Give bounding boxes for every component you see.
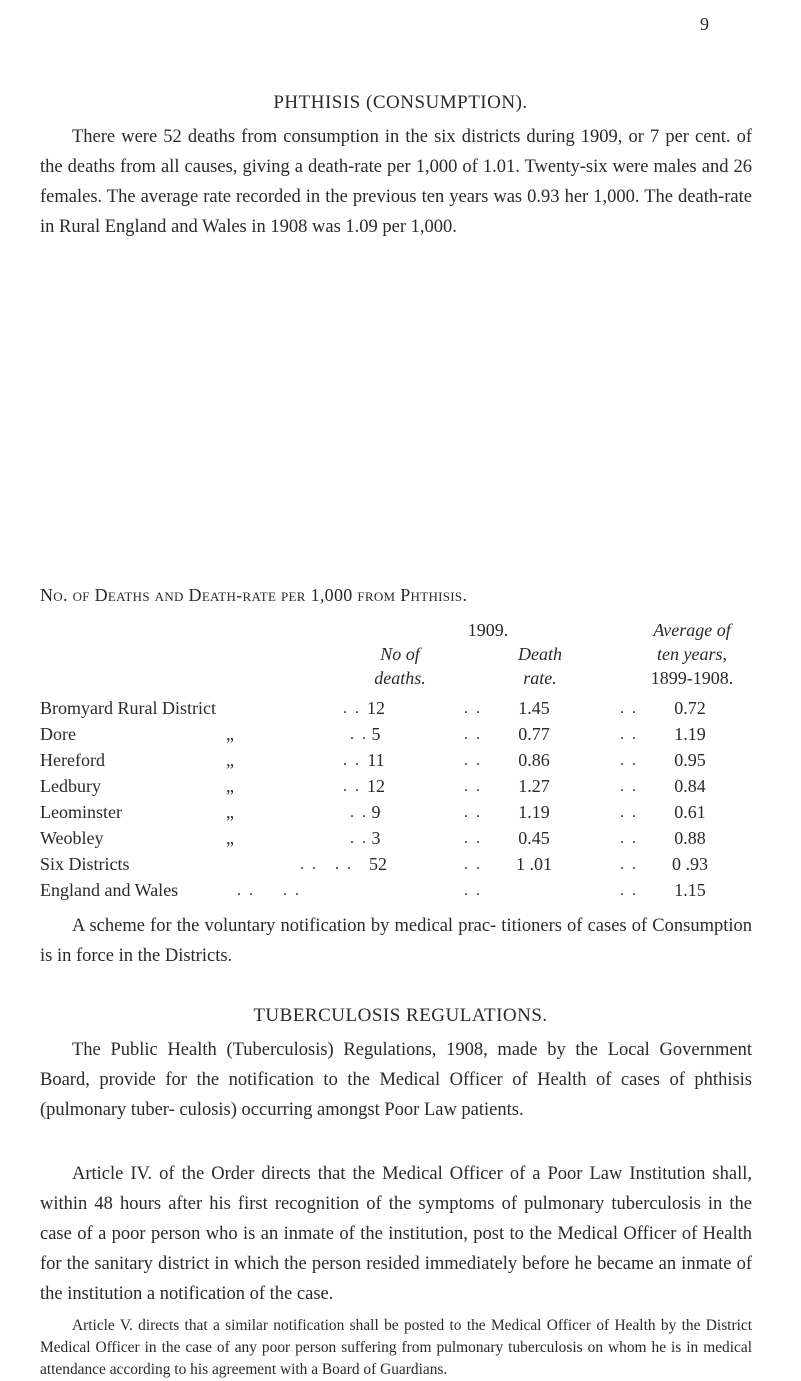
- row-avg: 1.19: [674, 724, 706, 744]
- row-leader: . .: [464, 804, 482, 821]
- row-leader: . .: [620, 830, 638, 847]
- row-leader: . .: [350, 830, 368, 847]
- row-leader: . .: [350, 804, 368, 821]
- row-avg: 0.88: [674, 828, 706, 848]
- row-district: England and Wales: [40, 880, 179, 900]
- row-avg: 1.15: [674, 880, 706, 900]
- row-avg: 0.72: [674, 698, 706, 718]
- row-leader: . .: [464, 700, 482, 717]
- row-leader: . .: [283, 882, 301, 899]
- row-leader: . .: [464, 856, 482, 873]
- row-ditto-mark: „: [226, 724, 234, 744]
- row-leader: . .: [300, 856, 318, 873]
- page-number: 9: [700, 14, 709, 34]
- row-leader: . .: [620, 856, 638, 873]
- row-avg: 0.95: [674, 750, 706, 770]
- row-ditto-mark: „: [226, 828, 234, 848]
- row-leader: . .: [464, 830, 482, 847]
- row-deaths: 11: [367, 750, 385, 770]
- article-iv-paragraph: Article IV. of the Order directs that the Medical Officer of a Poor Law Institution shall, within 48 hours after his first recognition of the symptoms of pulmonary tuberculosis in the case of a poor person who is an inmate of the institution, post to the Medical Officer of Health for the sanitary district in which the person resided immediately before he became an inmate of the institution a notification of the case.: [40, 1164, 752, 1304]
- row-deaths: 3: [371, 828, 381, 848]
- row-ditto-mark: „: [226, 750, 234, 770]
- tuberculosis-heading: TUBERCULOSIS REGULATIONS.: [253, 1005, 548, 1026]
- article-v-paragraph: Article V. directs that a similar notification shall be posted to the Medical Officer of Health by the District Medical Officer in the case of any poor person suffering from pulmonary tuberculosis on whom he is in medical attendance according to his agreement with a Board of Guardians.: [40, 1317, 752, 1378]
- row-leader: . .: [343, 778, 361, 795]
- row-rate: 0.77: [518, 724, 550, 744]
- row-district: Six Districts: [40, 854, 130, 874]
- row-district: Ledbury: [40, 776, 101, 796]
- row-rate: 0.86: [518, 750, 550, 770]
- row-leader: . .: [620, 752, 638, 769]
- avg-header-line1: Average of: [653, 620, 731, 640]
- row-avg: 0.84: [674, 776, 706, 796]
- avg-header-line3: 1899-1908.: [650, 668, 734, 688]
- row-rate: 0.45: [518, 828, 550, 848]
- rate-header-line1: Death: [518, 644, 562, 664]
- deaths-header-line2: deaths.: [374, 668, 426, 688]
- row-deaths: 12: [367, 776, 385, 796]
- row-leader: . .: [464, 778, 482, 795]
- row-leader: . .: [620, 726, 638, 743]
- row-district: Hereford: [40, 750, 105, 770]
- row-deaths: 5: [371, 724, 381, 744]
- year-header: 1909.: [467, 620, 509, 640]
- row-leader: . .: [237, 882, 255, 899]
- row-ditto-mark: „: [226, 776, 234, 796]
- deaths-header-line1: No of: [380, 644, 420, 664]
- row-rate: 1.45: [518, 698, 550, 718]
- row-deaths: 12: [367, 698, 385, 718]
- table-title: No. of Deaths and Death-rate per 1,000 from Phthisis.: [40, 585, 468, 605]
- row-leader: . .: [343, 752, 361, 769]
- row-leader: . .: [620, 804, 638, 821]
- phthisis-heading: PHTHISIS (CONSUMPTION).: [273, 92, 528, 113]
- row-avg: 0.61: [674, 802, 706, 822]
- row-leader: . .: [350, 726, 368, 743]
- row-rate: 1.19: [518, 802, 550, 822]
- row-district: Leominster: [40, 802, 122, 822]
- row-leader: . .: [464, 882, 482, 899]
- avg-header-line2: ten years,: [657, 644, 727, 664]
- row-leader: . .: [343, 700, 361, 717]
- row-district: Bromyard Rural District: [40, 698, 216, 718]
- row-leader: . .: [464, 752, 482, 769]
- row-deaths: 9: [371, 802, 381, 822]
- regulations-paragraph: The Public Health (Tuberculosis) Regulations, 1908, made by the Local Government Board, provide for the notification to the Medical Officer of Health of cases of phthisis (pulmonary tuber- culosis) occurring amongst Poor Law patients.: [40, 1040, 752, 1120]
- row-district: Dore: [40, 724, 76, 744]
- row-rate: 1.27: [518, 776, 550, 796]
- row-leader: . .: [620, 778, 638, 795]
- row-deaths: 52: [369, 854, 387, 874]
- row-ditto-mark: „: [226, 802, 234, 822]
- row-district: Weobley: [40, 828, 104, 848]
- phthisis-paragraph: There were 52 deaths from consumption in the six districts during 1909, or 7 per cent. of the deaths from all causes, giving a death-rate per 1,000 of 1.01. Twenty-six were males and 26 females. The average rate recorded in the previous ten years was 0.93 her 1,000. The death-rate in Rural England and Wales in 1908 was 1.09 per 1,000.: [40, 127, 752, 237]
- scheme-paragraph: A scheme for the voluntary notification by medical prac- titioners of cases of Consumption is in force in the Districts.: [40, 916, 752, 966]
- row-rate: 1 .01: [516, 854, 552, 874]
- row-leader: . .: [464, 726, 482, 743]
- row-leader: . .: [620, 882, 638, 899]
- row-leader: . .: [620, 700, 638, 717]
- rate-header-line2: rate.: [523, 668, 557, 688]
- row-leader: . .: [335, 856, 353, 873]
- row-avg: 0 .93: [672, 854, 708, 874]
